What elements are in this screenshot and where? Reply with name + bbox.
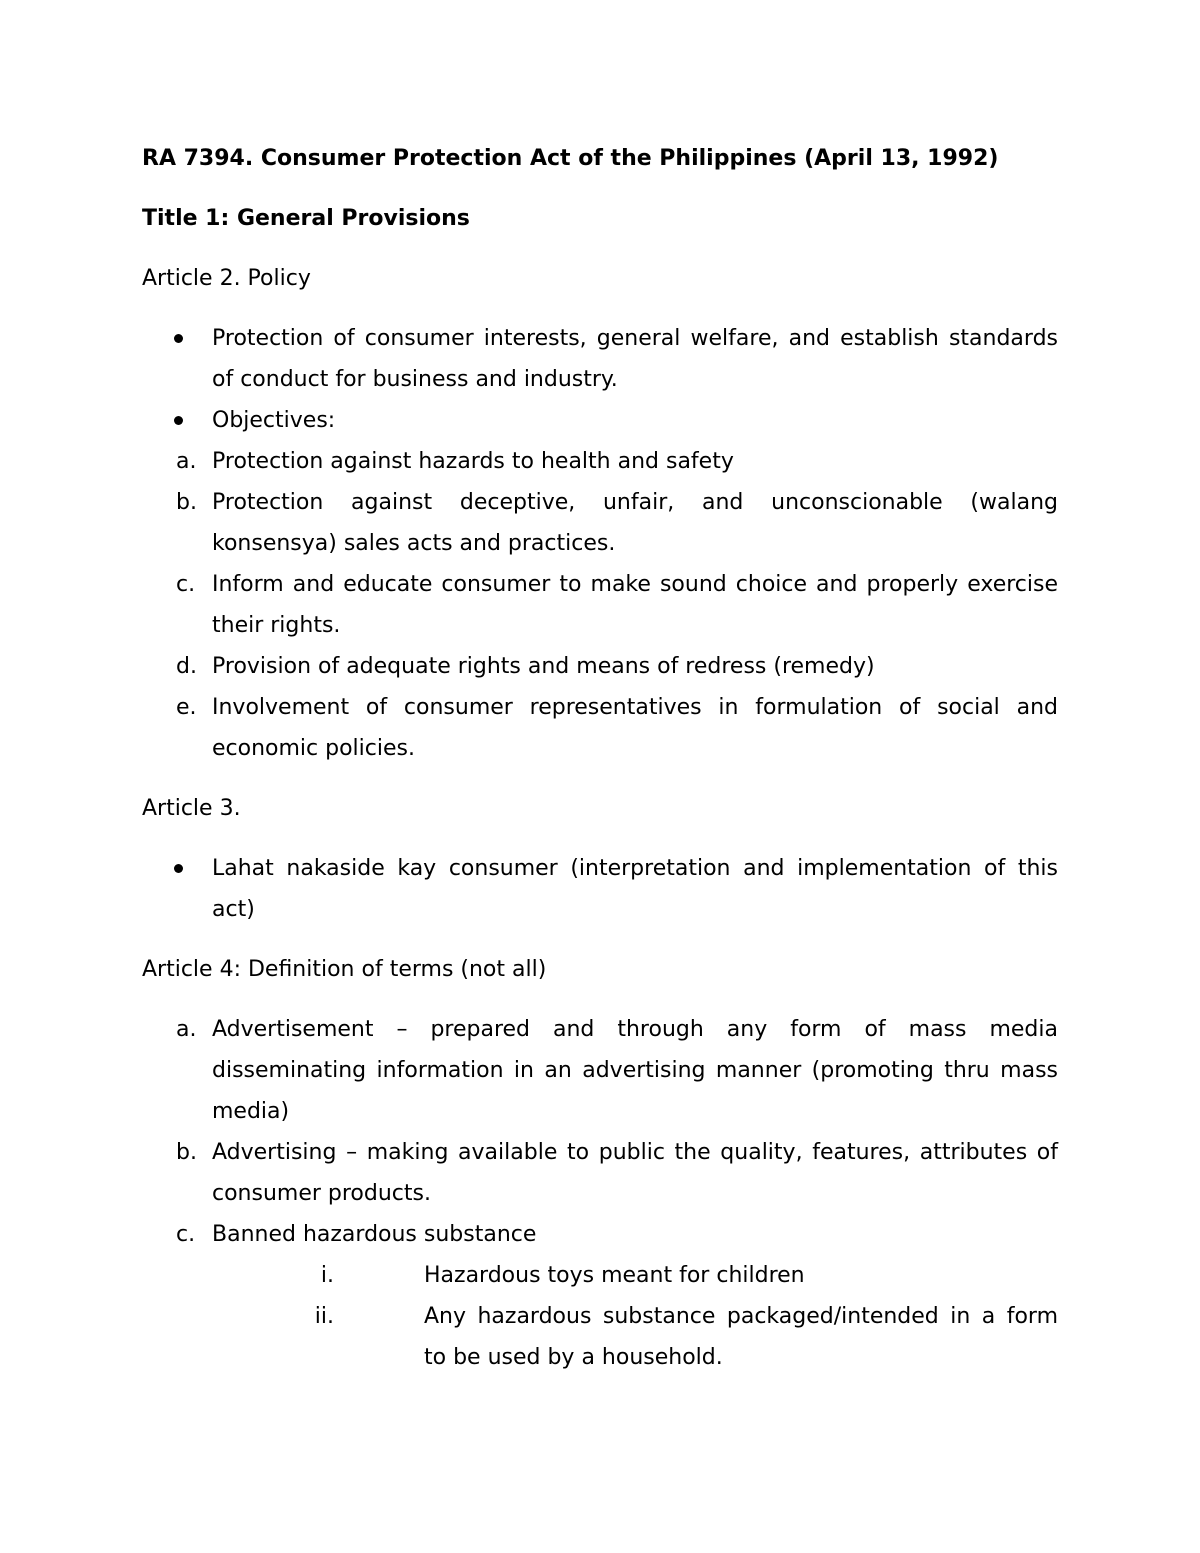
list-item-text: Provision of adequate rights and means of redress (remedy) <box>212 654 875 679</box>
list-item <box>142 564 1058 646</box>
list-item-text: Advertisement – prepared and through any form of mass media disseminating information in an advertising manner (promoting thru mass media) <box>212 1017 1058 1124</box>
sub-list-item <box>212 1255 1058 1296</box>
list-marker: i. <box>320 1263 334 1288</box>
bullet-icon <box>174 416 183 425</box>
article-2-bullets <box>142 318 1058 769</box>
list-marker: d. <box>176 654 197 679</box>
list-item <box>142 441 1058 482</box>
list-item-text: Banned hazardous substance <box>212 1222 537 1247</box>
list-item-text: Any hazardous substance packaged/intended in a form to be used by a household. <box>424 1304 1058 1370</box>
list-item-text: Objectives: <box>212 408 336 433</box>
list-marker: c. <box>176 1222 196 1247</box>
list-item <box>142 1009 1058 1132</box>
list-marker: b. <box>176 490 197 515</box>
banned-substance-sublist <box>212 1255 1058 1378</box>
sub-list-item <box>212 1296 1058 1378</box>
article-4-terms <box>142 1009 1058 1378</box>
document-content <box>142 138 1058 1397</box>
list-item <box>142 1132 1058 1214</box>
article-3-label: Article 3. <box>142 796 241 821</box>
list-item <box>142 318 1058 400</box>
list-marker: a. <box>176 449 197 474</box>
list-item <box>142 1214 1058 1378</box>
bullet-icon <box>174 334 183 343</box>
list-marker: b. <box>176 1140 197 1165</box>
article-4-label: Article 4: Definition of terms (not all) <box>142 957 547 982</box>
article-2-label: Article 2. Policy <box>142 266 311 291</box>
list-item-text: Protection of consumer interests, general welfare, and establish standards of conduct for business and industry. <box>212 326 1058 392</box>
list-item <box>142 482 1058 564</box>
list-marker: ii. <box>314 1304 334 1329</box>
list-marker: c. <box>176 572 196 597</box>
list-item-text: Inform and educate consumer to make sound choice and properly exercise their rights. <box>212 572 1058 638</box>
list-item-text: Protection against hazards to health and safety <box>212 449 734 474</box>
bullet-icon <box>174 864 183 873</box>
list-item-text: Hazardous toys meant for children <box>424 1263 805 1288</box>
list-marker: a. <box>176 1017 197 1042</box>
list-item-text: Lahat nakaside kay consumer (interpretation and implementation of this act) <box>212 856 1058 922</box>
list-marker: e. <box>176 695 197 720</box>
article-3-bullets <box>142 848 1058 930</box>
list-item-text: Protection against deceptive, unfair, and unconscionable (walang konsensya) sales acts and practices. <box>212 490 1058 556</box>
section-heading: Title 1: General Provisions <box>142 206 470 231</box>
list-item <box>142 400 1058 441</box>
list-item-text: Involvement of consumer representatives in formulation of social and economic policies. <box>212 695 1058 761</box>
list-item <box>142 848 1058 930</box>
document-title: RA 7394. Consumer Protection Act of the Philippines (April 13, 1992) <box>142 146 999 171</box>
list-item-text: Advertising – making available to public the quality, features, attributes of consumer products. <box>212 1140 1058 1206</box>
list-item <box>142 687 1058 769</box>
list-item <box>142 646 1058 687</box>
